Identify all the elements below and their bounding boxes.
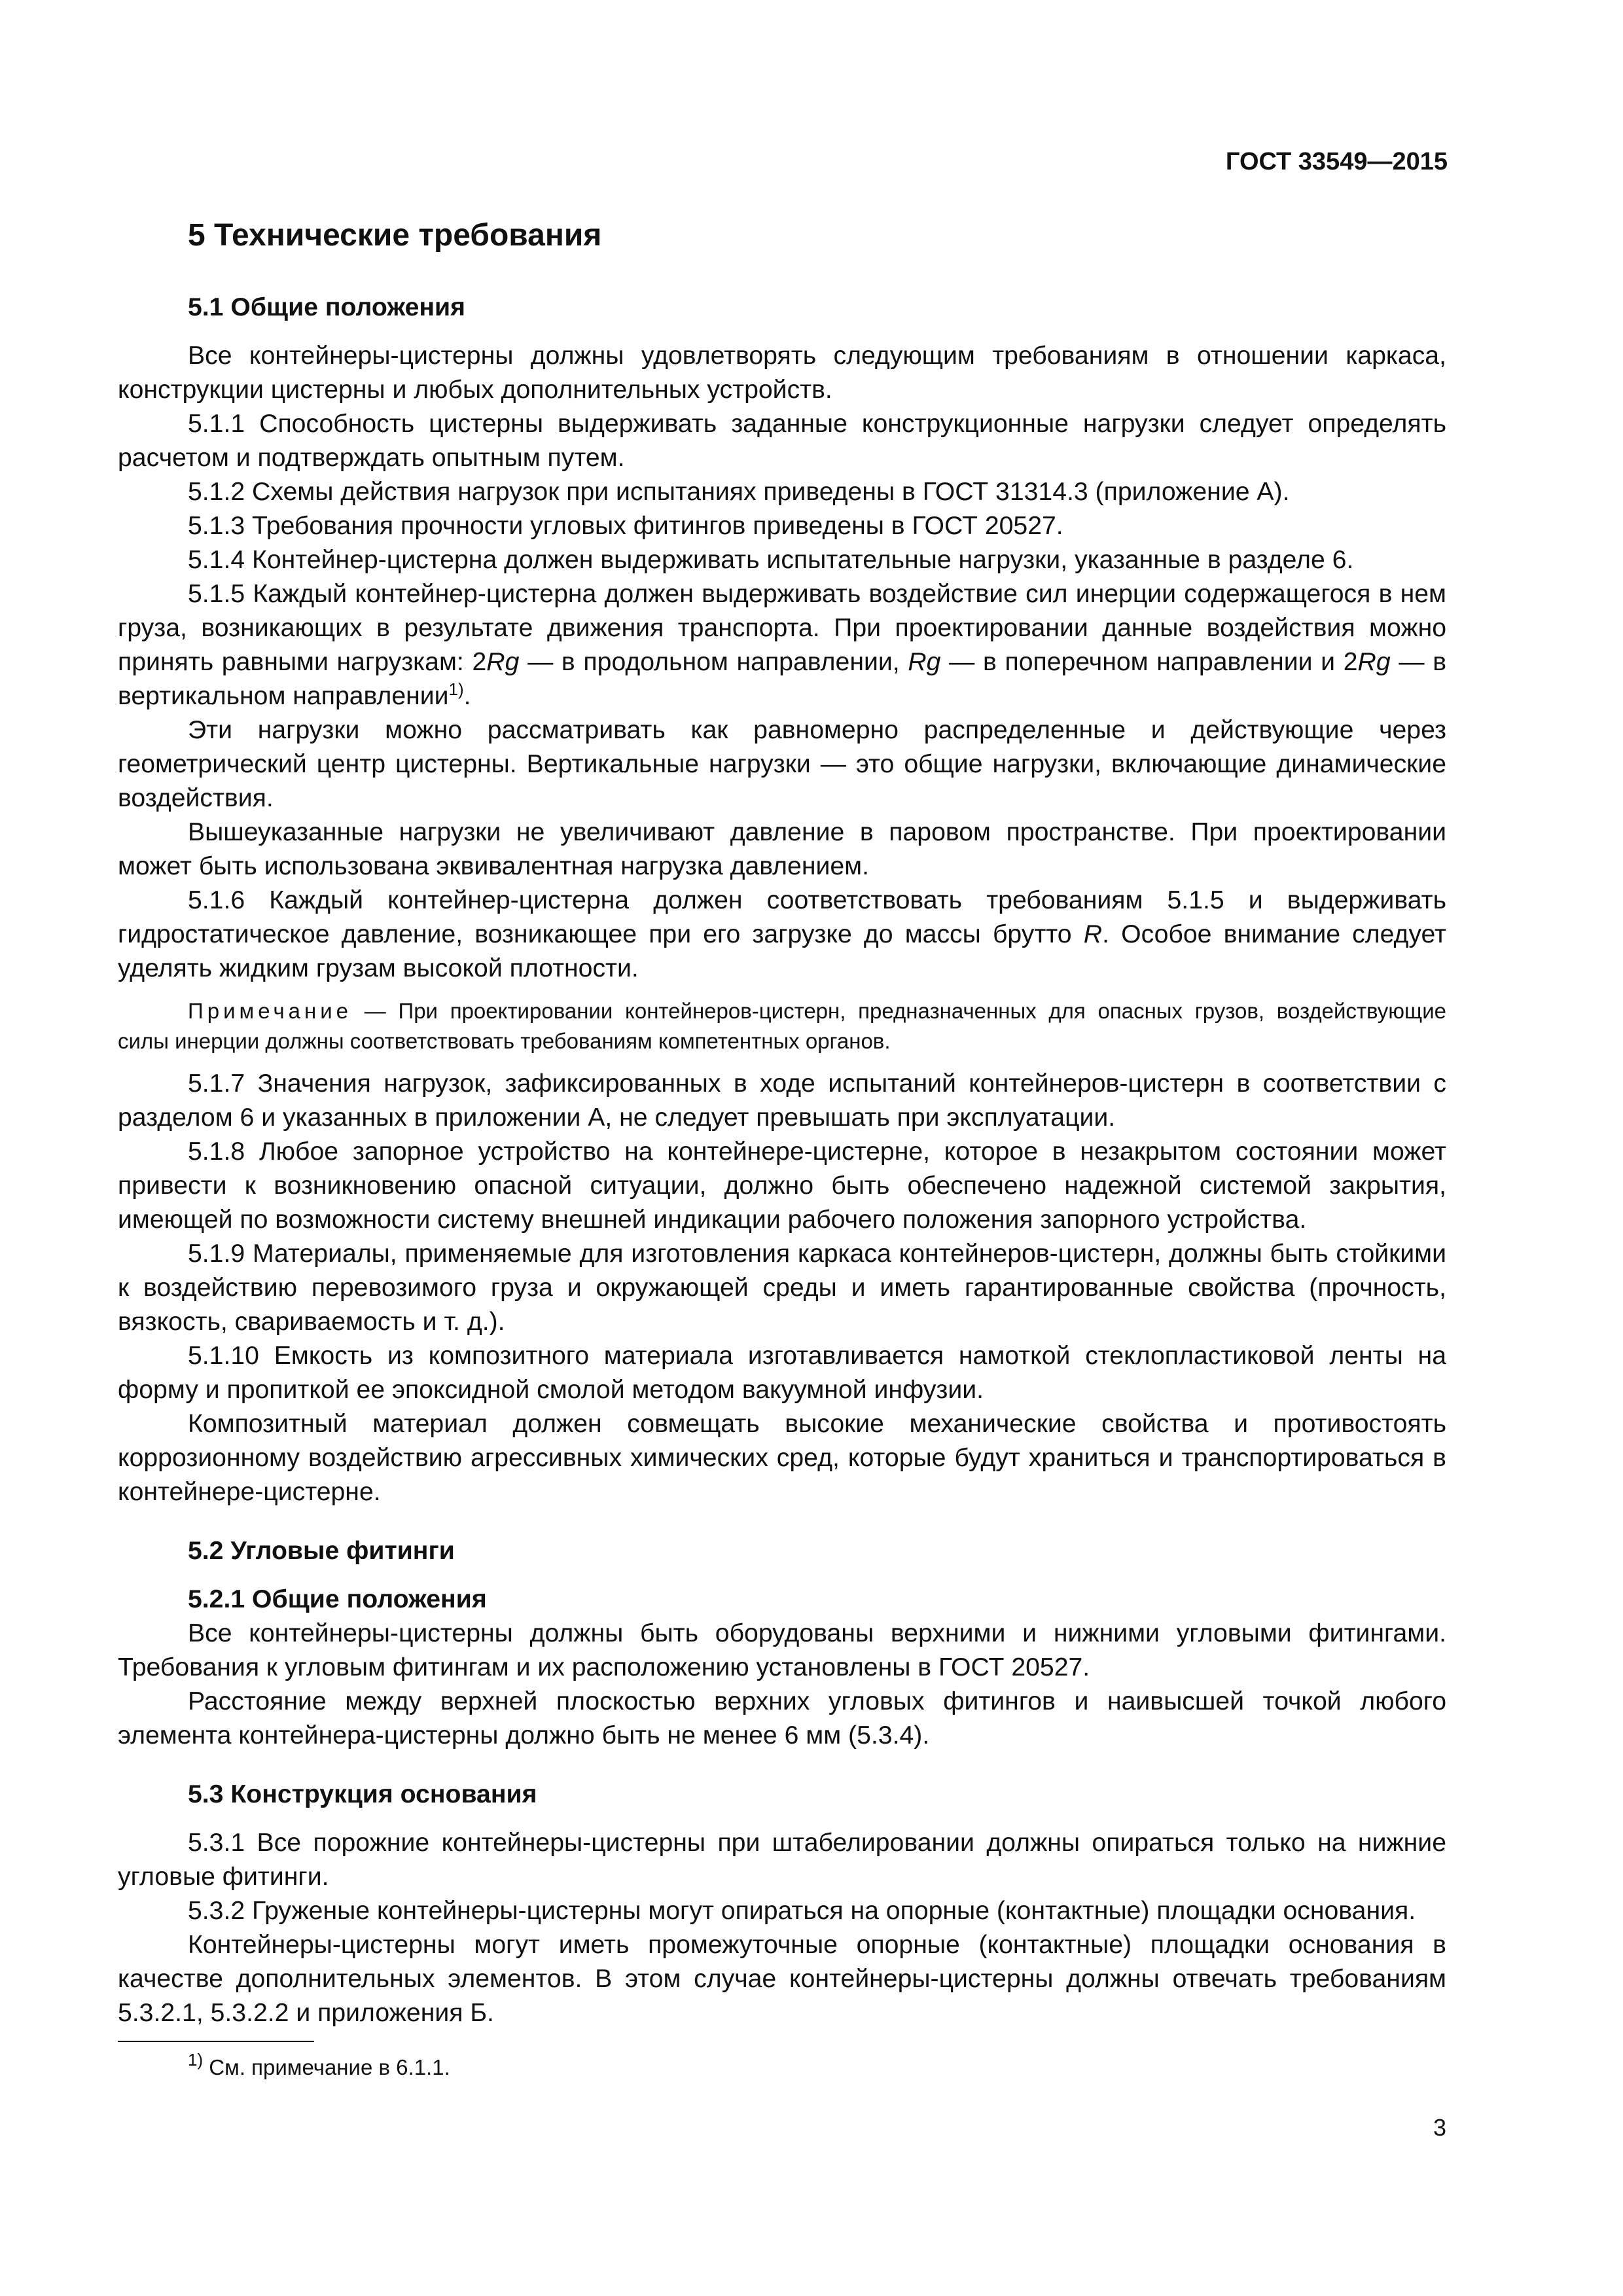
document-header: ГОСТ 33549—2015 [1225, 148, 1448, 175]
note-text: — При проектировании контейнеров-цистерн, предназначенных для опасных грузов, воздействующие силы инерции должны соответствовать требованиям компетентных органов. [118, 999, 1446, 1053]
text-run: . [463, 682, 471, 710]
paragraph: Эти нагрузки можно рассматривать как равномерно распределенные и действующие через геометрический центр цистерны. Вертикальные нагрузки — это общие нагрузки, включающие динамические воздействия. [118, 716, 1446, 812]
italic-symbol: Rg [1357, 648, 1391, 676]
italic-symbol: Rg [486, 648, 520, 676]
paragraph: 5.1.8 Любое запорное устройство на контейнере-цистерне, которое в незакрытом состоянии может привести к возникновению опасной ситуации, должно быть обеспечено надежной системой закрытия, имеющей по возможности систему внешней индикации рабочего положения запорного устройства. [118, 1138, 1446, 1234]
paragraph: 5.1.10 Емкость из композитного материала изготавливается намоткой стеклопластиковой ленты на форму и пропиткой ее эпоксидной смолой методом вакуумной инфузии. [118, 1342, 1446, 1404]
paragraph: Композитный материал должен совмещать высокие механические свойства и противостоять коррозионному воздействию агрессивных химических сред, которые будут храниться и транспортироваться в контейнере-цистерне. [118, 1410, 1446, 1506]
text-run: — в поперечном направлении и 2 [940, 648, 1358, 676]
paragraph: Вышеуказанные нагрузки не увеличивают давление в паровом пространстве. При проектировании может быть использована эквивалентная нагрузка давлением. [118, 818, 1446, 880]
paragraph: 5.1.3 Требования прочности угловых фитингов приведены в ГОСТ 20527. [188, 512, 1063, 540]
paragraph: 5.1.2 Схемы действия нагрузок при испытаниях приведены в ГОСТ 31314.3 (приложение А). [188, 478, 1290, 506]
italic-symbol: R [1083, 920, 1103, 948]
note-label: Примечание [188, 999, 353, 1023]
text-run: 5.1.5 Каждый контейнер-цистерна должен выдерживать воздействие сил инерции содержащегося в нем груза, возникающих в результате движения транспорта. При проектировании данные воздействия можно принять равными нагрузкам: 2 [118, 580, 1446, 676]
page-number: 3 [1433, 2114, 1446, 2141]
footnote-text: См. примечание в 6.1.1. [203, 2055, 450, 2079]
paragraph: 5.3.2 Груженые контейнеры-цистерны могут опираться на опорные (контактные) площадки основания. [188, 1897, 1416, 1925]
paragraph: 5.1.9 Материалы, применяемые для изготовления каркаса контейнеров-цистерн, должны быть стойкими к воздействию перевозимого груза и окружающей среды и иметь гарантированные свойства (прочность, вязкость, свариваемость и т. д.). [118, 1240, 1446, 1336]
paragraph: 5.1.4 Контейнер-цистерна должен выдерживать испытательные нагрузки, указанные в разделе 6. [188, 546, 1354, 574]
italic-symbol: Rg [908, 648, 941, 676]
subsection-title-5-3: 5.3 Конструкция основания [188, 1780, 537, 1808]
paragraph: Все контейнеры-цистерны должны быть оборудованы верхними и нижними угловыми фитингами. Требования к угловым фитингам и их расположению установлены в ГОСТ 20527. [118, 1619, 1446, 1681]
paragraph-5-1-5 [118, 577, 1446, 713]
footnote-divider [118, 2041, 314, 2042]
paragraph: Все контейнеры-цистерны должны удовлетворять следующим требованиям в отношении каркаса, конструкции цистерны и любых дополнительных устройств. [118, 342, 1446, 404]
footnote-reference: 1) [448, 679, 464, 699]
text-run: — в вертикальном направлении [118, 648, 1447, 710]
footnote [188, 2050, 450, 2080]
note [118, 996, 1446, 1056]
text-run: — в продольном направлении, [519, 648, 908, 676]
paragraph-5-1-6 [118, 884, 1446, 986]
text-run: 5.1.6 Каждый контейнер-цистерна должен соответствовать требованиям 5.1.5 и выдерживать гидростатическое давление, возникающее при его загрузке до массы брутто [118, 886, 1446, 948]
section-title: 5 Технические требования [188, 218, 602, 253]
footnote-mark: 1) [188, 2050, 204, 2070]
paragraph: Расстояние между верхней плоскостью верхних угловых фитингов и наивысшей точкой любого элемента контейнера-цистерны должно быть не менее 6 мм (5.3.4). [118, 1687, 1446, 1749]
subsection-title-5-1: 5.1 Общие положения [188, 293, 466, 321]
paragraph: 5.3.1 Все порожние контейнеры-цистерны при штабелировании должны опираться только на нижние угловые фитинги. [118, 1829, 1446, 1891]
paragraph: 5.1.1 Способность цистерны выдерживать заданные конструкционные нагрузки следует определять расчетом и подтверждать опытным путем. [118, 410, 1446, 472]
paragraph: 5.1.7 Значения нагрузок, зафиксированных в ходе испытаний контейнеров-цистерн в соответствии с разделом 6 и указанных в приложении А, не следует превышать при эксплуатации. [118, 1069, 1446, 1132]
text-run: . Особое внимание следует уделять жидким грузам высокой плотности. [118, 920, 1446, 982]
page-content [118, 216, 1446, 2030]
subsection-title-5-2: 5.2 Угловые фитинги [188, 1537, 455, 1565]
subsection-title-5-2-1: 5.2.1 Общие положения [188, 1585, 487, 1613]
paragraph: Контейнеры-цистерны могут иметь промежуточные опорные (контактные) площадки основания в качестве дополнительных элементов. В этом случае контейнеры-цистерны должны отвечать требованиям 5.3.2.1, 5.3.2.2 и приложения Б. [118, 1931, 1446, 2027]
